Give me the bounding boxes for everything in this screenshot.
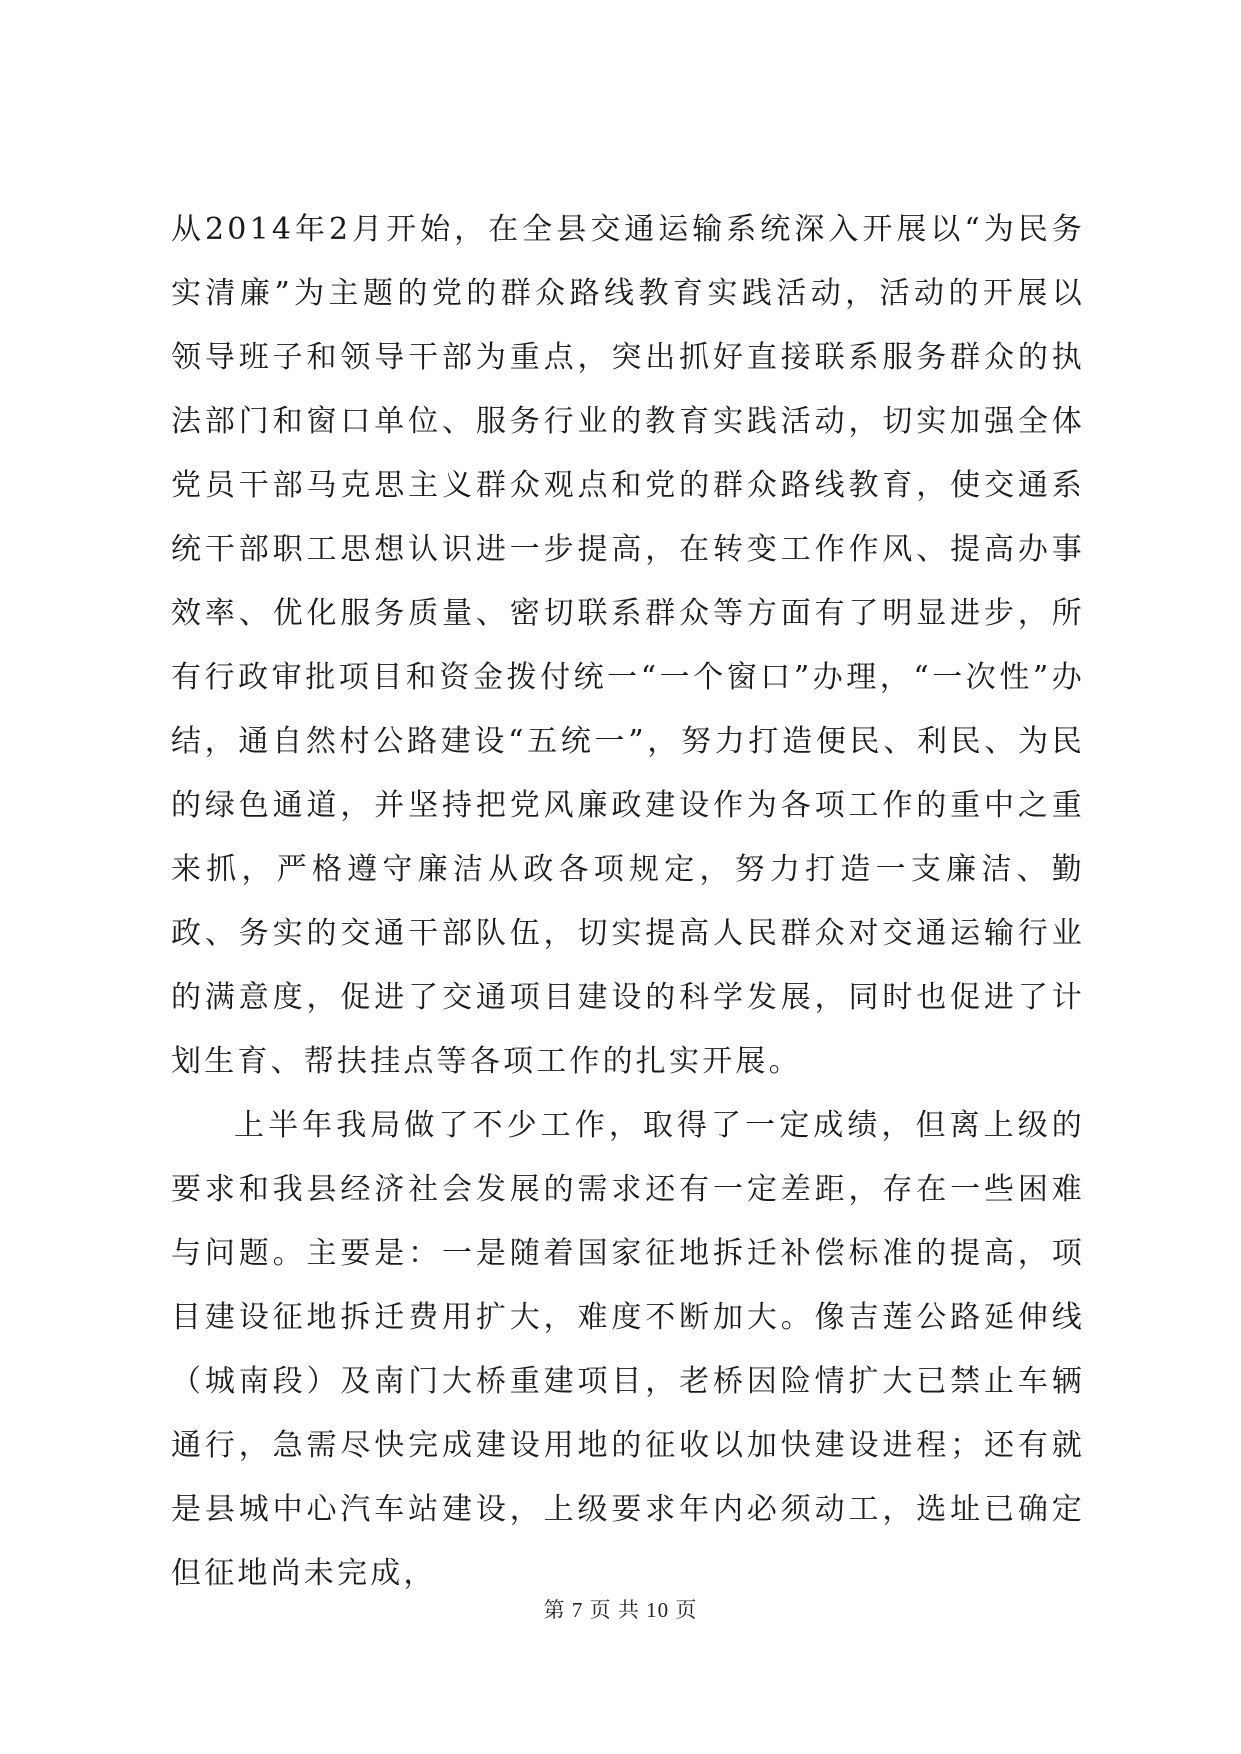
body-text (171, 198, 1085, 1606)
paragraph-2: 上半年我局做了不少工作，取得了一定成绩，但离上级的要求和我县经济社会发展的需求还有一定差距，存在一些困难与问题。主要是：一是随着国家征地拆迁补偿标准的提高，项目建设征地拆迁费用扩大，难度不断加大。像吉莲公路延伸线（城南段）及南门大桥重建项目，老桥因险情扩大已禁止车辆通行，急需尽快完成建设用地的征收以加快建设进程；还有就是县城中心汽车站建设，上级要求年内必须动工，选址已确定但征地尚未完成， (171, 1108, 1085, 1591)
page-number-footer: 第 7 页 共 10 页 (543, 1598, 698, 1622)
paragraph-1: 从2014年2月开始，在全县交通运输系统深入开展以“为民务实清廉”为主题的党的群众路线教育实践活动，活动的开展以领导班子和领导干部为重点，突出抓好直接联系服务群众的执法部门和窗口单位、服务行业的教育实践活动，切实加强全体党员干部马克思主义群众观点和党的群众路线教育，使交通系统干部职工思想认识进一步提高，在转变工作作风、提高办事效率、优化服务质量、密切联系群众等方面有了明显进步，所有行政审批项目和资金拨付统一“一个窗口”办理，“一次性”办结，通自然村公路建设“五统一”，努力打造便民、利民、为民的绿色通道，并坚持把党风廉政建设作为各项工作的重中之重来抓，严格遵守廉洁从政各项规定，努力打造一支廉洁、勤政、务实的交通干部队伍，切实提高人民群众对交通运输行业的满意度，促进了交通项目建设的科学发展，同时也促进了计划生育、帮扶挂点等各项工作的扎实开展。 (171, 212, 1085, 1079)
